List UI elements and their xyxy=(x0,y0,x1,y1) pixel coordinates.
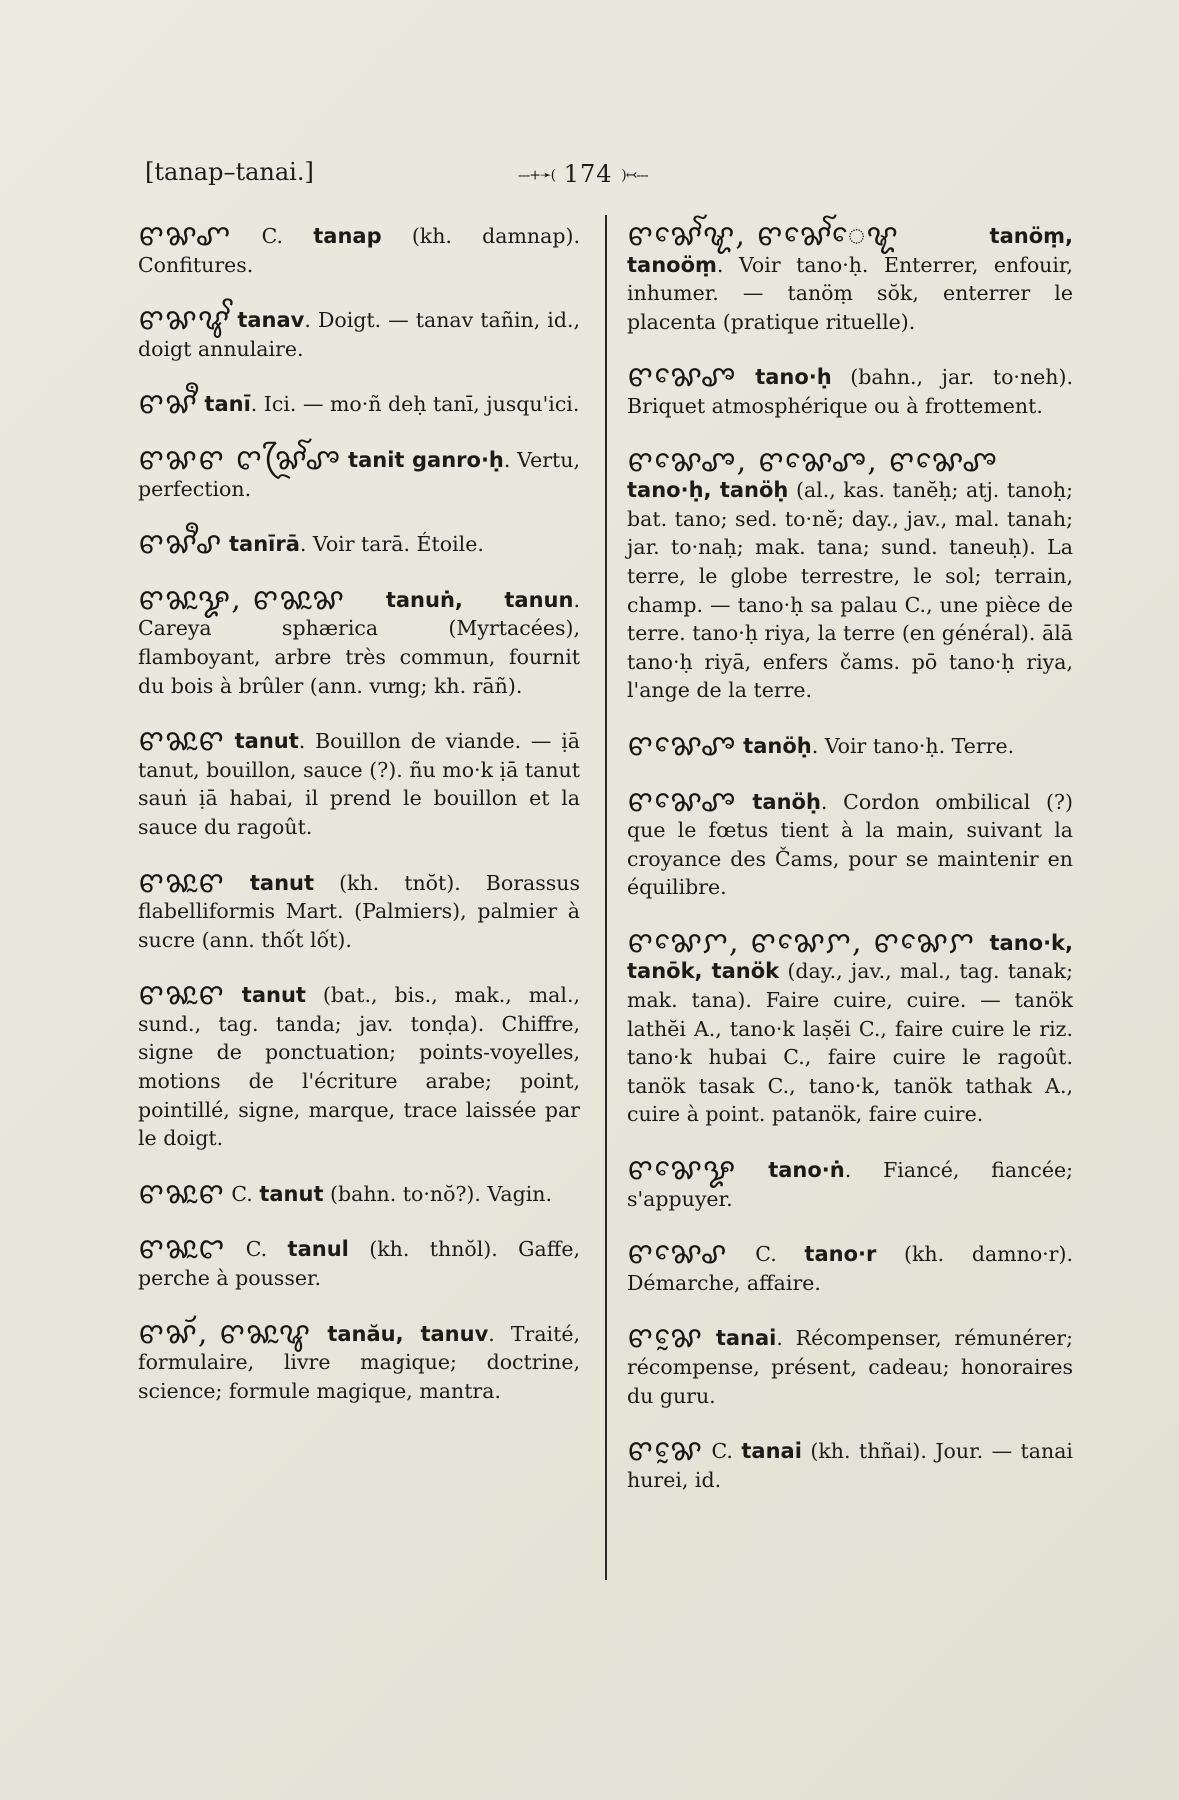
definition: . Vertu, perfection. xyxy=(138,447,580,501)
headword: tanöṃ, tanoöṃ xyxy=(627,224,1073,277)
ornament-right: )↢--- xyxy=(621,167,648,184)
cham-script: ꨓꨗꨭꨓ xyxy=(138,1175,225,1211)
cham-script: ꨓꨗꨯꨣ xyxy=(627,1236,728,1272)
headword: tanut xyxy=(241,983,306,1008)
ornament-left: ---+➛( xyxy=(518,167,556,184)
headword: tanuṅ, tanun xyxy=(385,587,574,612)
cham-script: ꨓꨗꨯꨋ xyxy=(627,1152,737,1188)
cham-script: ꨓꨗꨭꨓ xyxy=(138,723,225,759)
dictionary-entry xyxy=(627,1152,1073,1213)
definition: . Traité, formulaire, livre magique; doctrine, science; formule magique, mantra. xyxy=(138,1321,580,1403)
definition: (al., kas. tanĕḥ; atj. tanoḥ; bat. tano; sed. to·nĕ; day., jav., mal. tanah; jar. to·naḥ; mak. tana; sund. taneuḥ). La terre, le globe terrestre, le sol; terrain, champ. — tano·ḥ sa palau C., une pièce de terre. tano·ḥ riya, la terre (en général). ālā tano·ḥ riyā, enfers čams. pō tano·ḥ riya, l'ange de la terre. xyxy=(627,478,1073,703)
headword: tanit ganro·ḥ xyxy=(348,447,504,472)
headword: tano·ṅ xyxy=(768,1158,845,1183)
definition: . Bouillon de viande. — ịā tanut, bouillon, sauce (?). ñu mo·k ịā tanut sauṅ ịā habai, il prend le bouillon et la sauce du ragoût. xyxy=(138,729,580,839)
left-column xyxy=(138,218,580,1432)
dictionary-entry: ꨓꨗꨰ C. tanai (kh. thñai). Jour. — tanai hurei, id. xyxy=(627,1433,1073,1492)
dictionary-entry xyxy=(138,864,580,955)
dictionary-entry xyxy=(138,581,580,700)
headword: tanav xyxy=(237,308,305,333)
cham-script: ꨓꨗꨭꨓ xyxy=(138,864,225,900)
definition: (bat., bis., mak., mal., sund., tag. tanda; jav. tonḍa). Chiffre, signe de ponctuation; points-voyelles, motions de l'écriture arabe; point, pointillé, signe, marque, trace laissée par le doigt. xyxy=(138,983,580,1151)
definition: . Fiancé, fiancée; s'appuyer. xyxy=(627,1158,1073,1211)
definition: . Cordon ombilical (?) que le fœtus tient à la main, suivant la croyance des Čams, pour se maintenir en équilibre. xyxy=(627,789,1073,900)
definition: . Récompenser, rémunérer; récompense, présent, cadeau; honoraires du guru. xyxy=(627,1326,1073,1408)
dictionary-entry xyxy=(627,443,1073,705)
headword: tanöḥ xyxy=(743,733,812,758)
headword: tano·ḥ, tanöḥ xyxy=(627,478,789,503)
dictionary-entry xyxy=(138,723,580,841)
dictionary-entry: ꨓꨗꨭꨤ C. tanul (kh. thnŏl). Gaffe, perche à pousser. xyxy=(138,1231,580,1291)
dictionary-entry xyxy=(627,924,1073,1129)
page-header xyxy=(145,158,705,198)
cham-script: ꨓꨗꨰ xyxy=(627,1433,704,1469)
dictionary-entry xyxy=(138,526,580,562)
cham-script: ꨓꨗꨯꨨ xyxy=(627,727,737,763)
cham-script: ꨓꨗꨚ xyxy=(138,218,232,253)
definition: (kh. thñai). Jour. — tanai hurei, id. xyxy=(627,1439,1073,1492)
definition: (kh. damnap). Confitures. xyxy=(138,224,580,277)
dictionary-entry xyxy=(627,783,1073,902)
cham-script: ꨓꨗꨥꨩ xyxy=(138,302,231,338)
headword: tanai xyxy=(741,1439,802,1464)
cham-script: ꨓꨗꨫꨣ xyxy=(138,526,223,562)
dictionary-entry xyxy=(627,727,1073,763)
dictionary-entry: ꨓꨗꨭꨓ C. tanut (bahn. to·nŏ?). Vagin. xyxy=(138,1175,553,1211)
cham-script: ꨓꨗꨯꨨ xyxy=(627,359,737,395)
dictionary-entry xyxy=(138,977,580,1153)
headword: tanai xyxy=(715,1326,777,1351)
cham-script: ꨓꨗꨯꨨ, ꨓꨗꨯꨨ, ꨓꨗꨯꨨ xyxy=(627,443,999,479)
page-number: 174 xyxy=(563,160,613,188)
cham-script: ꨓꨗꨯꨱꨠ, ꨓꨗꨯꨱꨯꨠ xyxy=(627,218,899,253)
cham-script: ꨓꨗꨭꨋ, ꨓꨗꨭꨗ xyxy=(138,581,346,617)
dictionary-entry xyxy=(138,1315,580,1406)
headword: tanut xyxy=(259,1181,324,1206)
dictionary-entry xyxy=(627,359,1073,420)
headword: tanut xyxy=(234,729,299,754)
definition: . Doigt. — tanav tañin, id., doigt annulaire. xyxy=(138,308,580,361)
definition: . Voir tano·ḥ. Terre. xyxy=(811,733,1015,758)
cham-script: ꨓꨗꨯꨨ xyxy=(627,783,737,819)
page-number-block xyxy=(518,160,648,188)
column-divider xyxy=(605,215,607,1580)
headword: tanău, tanuv xyxy=(327,1321,489,1346)
headword: tano·ḥ xyxy=(755,365,832,390)
headword: tanut xyxy=(249,870,315,895)
definition: . Careya sphærica (Myrtacées), flamboyant, arbre très commun, fournit du bois à brûler (ann. vưng; kh. rāñ). xyxy=(138,587,580,698)
definition: . Voir tano·ḥ. Enterrer, enfouir, inhumer. — tanöṃ sŏk, enterrer le placenta (pratique rituelle). xyxy=(627,252,1073,334)
definition: (kh. tnŏt). Borassus flabelliformis Mart. (Palmiers), palmier à sucre (ann. thốt lốt). xyxy=(138,870,580,952)
headword: tanap xyxy=(313,224,382,248)
definition: (day., jav., mal., tag. tanak; mak. tana). Faire cuire, cuire. — tanök lathĕi A., tano·k laṣĕi C., faire cuire le riz. tano·k hubai C., faire cuire le ragoût. tanök tasak C., tano·k, tanök tathak A., cuire à point. patanök, faire cuire. xyxy=(627,959,1073,1127)
dictionary-entry xyxy=(627,1320,1073,1410)
headword: tanul xyxy=(287,1237,349,1262)
cham-script: ꨓꨗꨰ xyxy=(627,1320,704,1356)
headword: tano·k, tanōk, tanök xyxy=(627,930,1073,984)
cham-script: ꨓꨗꨓ ꨈꨗꨴꨱꨨ xyxy=(138,441,342,477)
dictionary-entry xyxy=(138,302,580,363)
headword: tanöḥ xyxy=(752,789,821,814)
running-head: [tanap–tanai.] xyxy=(145,158,314,186)
cham-script: ꨓꨗꨯꨆ, ꨓꨗꨯꨆ, ꨓꨗꨯꨆ xyxy=(627,924,975,960)
dictionary-entry xyxy=(138,386,580,422)
definition: (kh. thnŏl). Gaffe, perche à pousser. xyxy=(138,1237,580,1291)
headword: tanī xyxy=(204,392,251,417)
headword: tano·r xyxy=(804,1242,877,1267)
cham-script: ꨓꨗꨭꨤ xyxy=(138,1231,226,1267)
cham-script: ꨓꨗꨭꨓ xyxy=(138,977,225,1013)
definition: . Voir tarā. Étoile. xyxy=(299,532,484,557)
cham-script: ꨓꨗꨫ xyxy=(138,386,198,422)
dictionary-entry: ꨓꨗꨚ C. tanap (kh. damnap). Confitures. xyxy=(138,218,580,277)
definition: (bahn., jar. to·neh). Briquet atmosphérique ou à frottement. xyxy=(627,365,1073,418)
dictionary-entry: ꨓꨗꨯꨣ C. tano·r (kh. damno·r). Démarche, affaire. xyxy=(627,1236,1073,1295)
definition: . Ici. — mo·ñ deḥ tanī, jusqu'ici. xyxy=(250,392,580,417)
dictionary-entry xyxy=(138,441,580,503)
definition: (bahn. to·nŏ?). Vagin. xyxy=(323,1181,553,1206)
dictionary-entry xyxy=(627,218,1073,336)
definition: (kh. damno·r). Démarche, affaire. xyxy=(627,1242,1073,1295)
cham-script: ꨓꨗꨮ, ꨓꨗꨭꨥ xyxy=(138,1315,312,1351)
headword: tanīrā xyxy=(228,532,300,557)
right-column xyxy=(627,218,1073,1521)
